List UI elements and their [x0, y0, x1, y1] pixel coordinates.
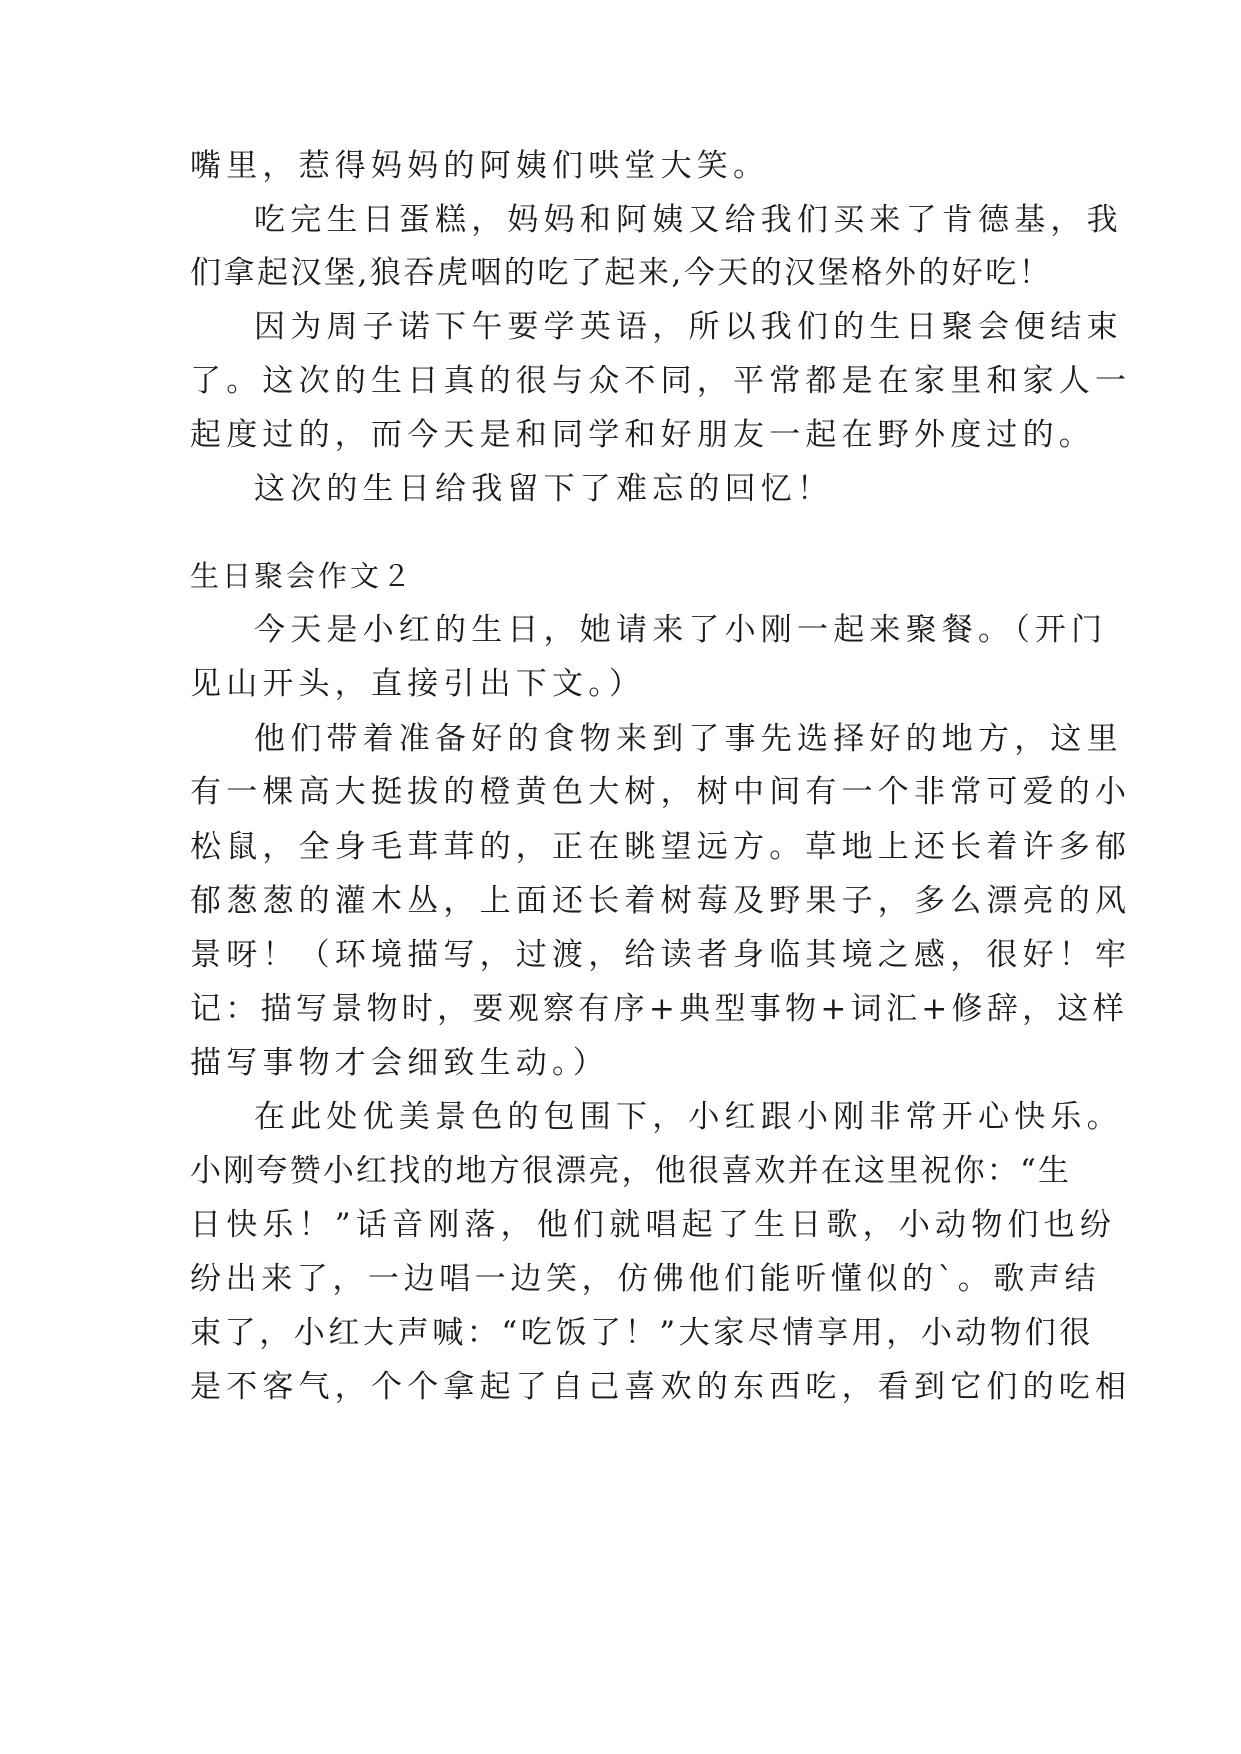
paragraph-line: 松鼠，全身毛茸茸的，正在眺望远方。草地上还长着许多郁: [190, 829, 1132, 865]
paragraph-line: 景呀！（环境描写，过渡，给读者身临其境之感，很好！牢: [190, 937, 1132, 973]
section-title: 生日聚会作文２: [190, 559, 415, 593]
paragraph-line: 这次的生日给我留下了难忘的回忆！: [254, 471, 834, 507]
paragraph-line: 因为周子诺下午要学英语，所以我们的生日聚会便结束: [254, 309, 1123, 345]
paragraph-line: 日快乐！”话音刚落，他们就唱起了生日歌，小动物们也纷: [190, 1207, 1117, 1243]
paragraph-line: 描写事物才会细致生动。）: [190, 1045, 609, 1081]
paragraph-line: 嘴里，惹得妈妈的阿姨们哄堂大笑。: [190, 148, 770, 184]
paragraph-line: 是不客气，个个拿起了自己喜欢的东西吃，看到它们的吃相: [190, 1369, 1132, 1405]
paragraph-line: 纷出来了，一边唱一边笑，仿佛他们能听懂似的`。歌声结: [190, 1261, 1101, 1297]
paragraph-line: 小刚夸赞小红找的地方很漂亮，他很喜欢并在这里祝你：“生: [190, 1153, 1072, 1189]
paragraph-line: 他们带着准备好的食物来到了事先选择好的地方，这里: [254, 721, 1123, 757]
paragraph-line: 郁葱葱的灌木丛，上面还长着树莓及野果子，多么漂亮的风: [190, 883, 1132, 919]
paragraph-line: 束了，小红大声喊：“吃饭了！”大家尽情享用，小动物们很: [190, 1315, 1094, 1351]
paragraph-line: 今天是小红的生日，她请来了小刚一起来聚餐。（开门: [254, 612, 1108, 648]
paragraph-line: 起度过的，而今天是和同学和好朋友一起在野外度过的。: [190, 417, 1095, 453]
paragraph-line: 在此处优美景色的包围下，小红跟小刚非常开心快乐。: [254, 1099, 1123, 1135]
paragraph-line: 见山开头，直接引出下文。）: [190, 666, 646, 702]
paragraph-line: 们拿起汉堡,狼吞虎咽的吃了起来,今天的汉堡格外的好吃！: [190, 255, 1053, 291]
paragraph-line: 了。这次的生日真的很与众不同，平常都是在家里和家人一: [190, 363, 1132, 399]
paragraph-line: 记：描写景物时，要观察有序+典型事物+词汇+修辞，这样: [190, 991, 1129, 1027]
paragraph-line: 有一棵高大挺拔的橙黄色大树，树中间有一个非常可爱的小: [190, 774, 1132, 810]
paragraph-line: 吃完生日蛋糕，妈妈和阿姨又给我们买来了肯德基，我: [254, 202, 1123, 238]
